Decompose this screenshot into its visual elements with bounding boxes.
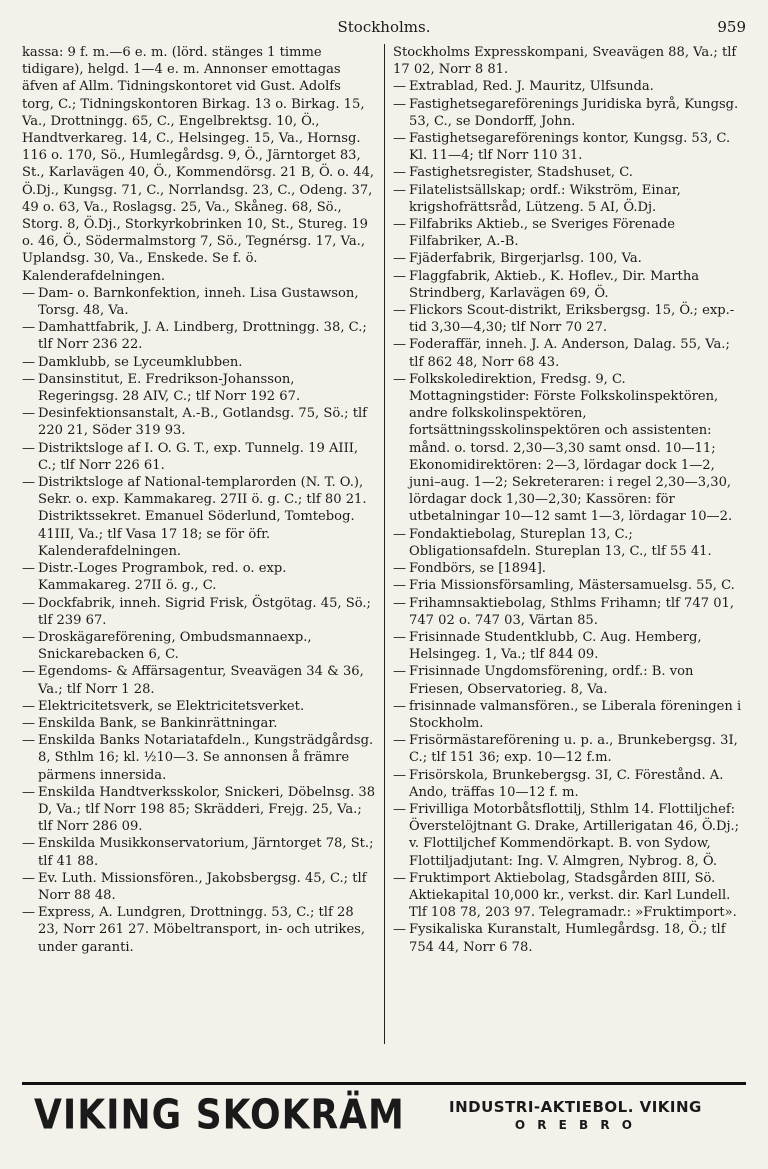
directory-entry xyxy=(22,784,376,836)
entry-text: Dansinstitut, E. Fredrikson-Johansson, Regeringsg. 28 AIV, C.; tlf Norr 192 67. xyxy=(38,371,301,405)
entry-dash: — xyxy=(22,371,36,387)
entry-text: Distr.-Loges Programbok, red. o. exp. Kammakareg. 27II ö. g., C. xyxy=(38,561,287,594)
entry-dash: — xyxy=(22,698,36,714)
directory-entry xyxy=(22,629,376,663)
entry-dash: — xyxy=(22,836,36,852)
directory-entry xyxy=(393,78,746,95)
directory-entry xyxy=(393,302,746,336)
entry-dash: — xyxy=(22,715,36,731)
directory-entry xyxy=(393,336,746,370)
entry-text: Fruktimport Aktiebolag, Stadsgården 8III, Sö. Aktiekapital 10,000 kr., verkst. dir. Karl Lundell. Tlf 108 78, 203 97. Telegramadr.: »Fruktimport». xyxy=(409,870,737,921)
directory-entry xyxy=(393,268,746,302)
entry-text: Frisinnade Studentklubb, C. Aug. Hemberg, Helsingeg. 1, Va.; tlf 844 09. xyxy=(409,629,702,663)
entry-dash: — xyxy=(393,217,407,233)
entry-text: Foderaffär, inneh. J. A. Anderson, Dalag. 55, Va.; tlf 862 48, Norr 68 43. xyxy=(409,337,730,370)
directory-entry xyxy=(22,440,376,474)
entry-dash: — xyxy=(393,337,407,353)
entry-dash: — xyxy=(393,182,407,198)
entry-dash: — xyxy=(393,595,407,611)
directory-entry xyxy=(22,835,376,869)
ad-company-name: INDUSTRI-AKTIEBOL. VIKING xyxy=(449,1098,702,1116)
entry-text: Fysikaliska Kuranstalt, Humlegårdsg. 18, Ö.; tlf 754 44, Norr 6 78. xyxy=(409,922,726,955)
entry-text: Folkskoledirektion, Fredsg. 9, C. Mottagningstider: Förste Folkskolinspektören, andre folkskolinspektören, fortsättningsskolinspektören och assistenten: månd. o. torsd. 2,30—3,30 samt onsd. 10—11; Ekonomidirektören: 2—3, lördagar dock 1—2, juni–aug. 1—2; Sekreteraren: i regel 2,30—3,30, lördagar dock 1,30—2,30; Kassören: för utbetalningar 10—12 samt 1—3, lördagar 10—2. xyxy=(409,371,733,525)
entry-dash: — xyxy=(22,561,36,577)
entry-text: Egendoms- & Affärsagentur, Sveavägen 34 & 36, Va.; tlf Norr 1 28. xyxy=(38,664,364,697)
entry-text: Frisinnade Ungdomsförening, ordf.: B. von Friesen, Observatorieg. 8, Va. xyxy=(409,664,694,697)
directory-entry xyxy=(22,44,376,285)
entry-dash: — xyxy=(22,475,36,491)
entry-dash: — xyxy=(393,96,407,112)
entry-dash: — xyxy=(22,406,36,422)
entry-dash: — xyxy=(393,578,407,594)
entry-text: Fondbörs, se [1894]. xyxy=(409,561,546,577)
entry-text: Frisörmästareförening u. p. a., Brunkebergsg. 3I, C.; tlf 151 36; exp. 10—12 f.m. xyxy=(409,733,738,766)
entry-text: Frivilliga Motorbåtsflottilj, Sthlm 14. Flottiljchef: Överstelöjtnant G. Drake, Artillerigatan 46, Ö.Dj.; v. Flottiljchef Kommendörkapt. B. von Sydow, Flottiljadjutant: Ing. V. Almgren, Nybrog. 8, Ö. xyxy=(409,801,740,869)
entry-dash: — xyxy=(393,922,407,938)
page-number: 959 xyxy=(717,18,746,36)
entry-dash: — xyxy=(393,79,407,95)
entry-text: Damklubb, se Lyceumklubben. xyxy=(38,354,243,370)
entry-dash: — xyxy=(393,251,407,267)
entry-dash: — xyxy=(393,629,407,645)
entry-text: Droskägareförening, Ombudsmannaexp., Snickarebacken 6, C. xyxy=(38,629,312,663)
directory-entry xyxy=(22,663,376,697)
entry-dash: — xyxy=(22,595,36,611)
entry-text: Dockfabrik, inneh. Sigrid Frisk, Östgötag. 45, Sö.; tlf 239 67. xyxy=(38,595,371,628)
entry-text: Enskilda Handtverksskolor, Snickeri, Döbelnsg. 38 D, Va.; tlf Norr 198 85; Skrädderi, Frejg. 25, Va.; tlf Norr 286 09. xyxy=(38,784,376,835)
entry-dash: — xyxy=(22,354,36,370)
directory-entry xyxy=(393,526,746,560)
entry-text: Fjäderfabrik, Birgerjarlsg. 100, Va. xyxy=(409,251,642,267)
page-header xyxy=(22,18,746,44)
directory-entry xyxy=(393,130,746,164)
directory-entry xyxy=(22,319,376,353)
entry-text: Distriktsloge af I. O. G. T., exp. Tunnelg. 19 AIII, C.; tlf Norr 226 61. xyxy=(38,440,359,473)
entry-text: Extrablad, Red. J. Mauritz, Ulfsunda. xyxy=(409,79,654,95)
entry-dash: — xyxy=(393,733,407,749)
entry-text: Elektricitetsverk, se Elektricitetsverket. xyxy=(38,698,305,714)
entry-text: Filfabriks Aktieb., se Sveriges Förenade Filfabriker, A.-B. xyxy=(409,217,676,250)
directory-entry xyxy=(393,767,746,801)
directory-entry xyxy=(393,921,746,955)
entry-text: Distriktsloge af National-templarorden (N. T. O.), Sekr. o. exp. Kammakareg. 27II ö. g. C.; tlf 80 21. Distriktssekret. Emanuel Söderlund, Tomtebog. 41III, Va.; tlf Vasa 17 18; se för öfr. Kalenderafdelningen. xyxy=(38,475,367,559)
right-column xyxy=(384,44,746,1044)
entry-dash: — xyxy=(393,767,407,783)
entry-text: Enskilda Bank, se Bankinrättningar. xyxy=(38,715,278,731)
directory-entry xyxy=(22,405,376,439)
directory-entry xyxy=(22,474,376,560)
entry-text: frisinnade valmansfören., se Liberala föreningen i Stockholm. xyxy=(409,698,742,731)
directory-entry xyxy=(393,698,746,732)
entry-text: Enskilda Musikkonservatorium, Järntorget 78, St.; tlf 41 88. xyxy=(38,836,374,869)
directory-entry xyxy=(393,595,746,629)
directory-entry xyxy=(393,663,746,697)
ad-brand-text: VIKING SKOKRÄM xyxy=(34,1091,405,1139)
entry-dash: — xyxy=(22,285,36,301)
entry-text: Dam- o. Barnkonfektion, inneh. Lisa Gustawson, Torsg. 48, Va. xyxy=(38,285,359,319)
directory-entry xyxy=(393,577,746,594)
entry-text: Fria Missionsförsamling, Mästersamuelsg. 55, C. xyxy=(409,578,735,594)
directory-entry xyxy=(22,698,376,715)
entry-text: kassa: 9 f. m.—6 e. m. (lörd. stänges 1 timme tidigare), helgd. 1—4 e. m. Annonser emottagas äfven af Allm. Tidningskontoret vid Gust. Adolfs torg, C.; Tidningskontoren Birkag. 13 o. Birkag. 15, Va., Drottningg. 65, C., Engelbrektsg. 10, Ö., Handtverkareg. 14, C., Helsingeg. 15, Va., Hornsg. 116 o. 170, Sö., Humlegårdsg. 9, Ö., Järntorget 83, St., Karlavägen 40, Ö., Kommendörsg. 21 B, Ö. o. 44, Ö.Dj., Kungsg. 71, C., Norrlandsg. 23, C., Odeng. 37, 49 o. 63, Va., Roslagsg. 25, Va., Skåneg. 68, Sö., Storg. 8, Ö.Dj., Storkyrkobrinken 10, St., Stureg. 19 o. 46, Ö., Södermalmstorg 7, Sö., Tegnérsg. 17, Va., Uplandsg. 30, Va., Enskede. Se f. ö. Kalenderafdelningen. xyxy=(22,45,375,284)
directory-columns xyxy=(22,44,746,1044)
entry-dash: — xyxy=(22,870,36,886)
directory-entry xyxy=(22,560,376,594)
entry-dash: — xyxy=(393,303,407,319)
entry-text: Fondaktiebolag, Stureplan 13, C.; Obligationsafdeln. Stureplan 13, C., tlf 55 41. xyxy=(409,526,712,559)
entry-dash: — xyxy=(393,268,407,284)
directory-entry xyxy=(393,801,746,870)
directory-entry xyxy=(22,285,376,319)
directory-entry xyxy=(393,732,746,766)
entry-text: Fastighetsregister, Stadshuset, C. xyxy=(409,165,633,181)
entry-dash: — xyxy=(393,165,407,181)
directory-entry xyxy=(393,44,746,78)
entry-dash: — xyxy=(393,371,407,387)
entry-dash: — xyxy=(22,440,36,456)
entry-text: Flaggfabrik, Aktieb., K. Hoflev., Dir. Martha Strindberg, Karlavägen 69, Ö. xyxy=(409,268,700,301)
entry-text: Express, A. Lundgren, Drottningg. 53, C.; tlf 28 23, Norr 261 27. Möbeltransport, in- och utrikes, under garanti. xyxy=(38,905,366,955)
directory-entry xyxy=(22,870,376,904)
entry-dash: — xyxy=(22,320,36,336)
entry-dash: — xyxy=(22,733,36,749)
directory-entry xyxy=(22,732,376,784)
directory-entry xyxy=(22,595,376,629)
entry-text: Desinfektionsanstalt, A.-B., Gotlandsg. 75, Sö.; tlf 220 21, Söder 319 93. xyxy=(38,406,368,439)
advertisement-banner xyxy=(22,1082,746,1145)
entry-text: Enskilda Banks Notariatafdeln., Kungsträdgårdsg. 8, Sthlm 16; kl. ½10—3. Se annonsen å främre pärmens innersida. xyxy=(38,733,374,783)
directory-entry xyxy=(22,904,376,956)
page-title: Stockholms. xyxy=(337,18,431,36)
directory-entry xyxy=(22,371,376,405)
directory-entry xyxy=(393,371,746,526)
directory-entry xyxy=(393,870,746,922)
entry-text: Damhattfabrik, J. A. Lindberg, Drottningg. 38, C.; tlf Norr 236 22. xyxy=(38,320,367,353)
entry-dash: — xyxy=(393,131,407,147)
entry-text: Flickors Scout-distrikt, Eriksbergsg. 15, Ö.; exp.-tid 3,30—4,30; tlf Norr 70 27. xyxy=(409,303,735,336)
entry-text: Stockholms Expresskompani, Sveavägen 88, Va.; tlf 17 02, Norr 8 81. xyxy=(393,45,737,78)
entry-text: Ev. Luth. Missionsfören., Jakobsbergsg. 45, C.; tlf Norr 88 48. xyxy=(38,870,367,903)
entry-text: Frisörskola, Brunkebergsg. 3I, C. Förestånd. A. Ando, träffas 10—12 f. m. xyxy=(409,767,724,800)
directory-entry xyxy=(22,715,376,732)
directory-entry xyxy=(393,250,746,267)
entry-dash: — xyxy=(393,801,407,817)
entry-dash: — xyxy=(393,561,407,577)
ad-city: O R E B R O xyxy=(514,1118,636,1132)
entry-dash: — xyxy=(22,784,36,800)
entry-text: Fastighetsegareförenings Juridiska byrå, Kungsg. 53, C., se Dondorff, John. xyxy=(409,96,739,129)
entry-dash: — xyxy=(22,664,36,680)
entry-dash: — xyxy=(393,870,407,886)
entry-text: Fastighetsegareförenings kontor, Kungsg. 53, C. Kl. 11—4; tlf Norr 110 31. xyxy=(409,131,731,164)
directory-entry xyxy=(393,164,746,181)
ad-company-block xyxy=(405,1098,746,1132)
entry-dash: — xyxy=(22,629,36,645)
directory-entry xyxy=(393,560,746,577)
directory-entry xyxy=(393,96,746,130)
entry-dash: — xyxy=(393,698,407,714)
entry-dash: — xyxy=(22,905,36,921)
directory-entry xyxy=(22,354,376,371)
entry-dash: — xyxy=(393,664,407,680)
entry-dash: — xyxy=(393,526,407,542)
directory-entry xyxy=(393,629,746,663)
directory-entry xyxy=(393,216,746,250)
entry-text: Frihamnsaktiebolag, Sthlms Frihamn; tlf 747 01, 747 02 o. 747 03, Värtan 85. xyxy=(409,595,735,628)
left-column xyxy=(22,44,384,1044)
entry-text: Filatelistsällskap; ordf.: Wikström, Einar, krigshofrättsråd, Lützeng. 5 AI, Ö.Dj. xyxy=(409,182,681,215)
directory-entry xyxy=(393,182,746,216)
